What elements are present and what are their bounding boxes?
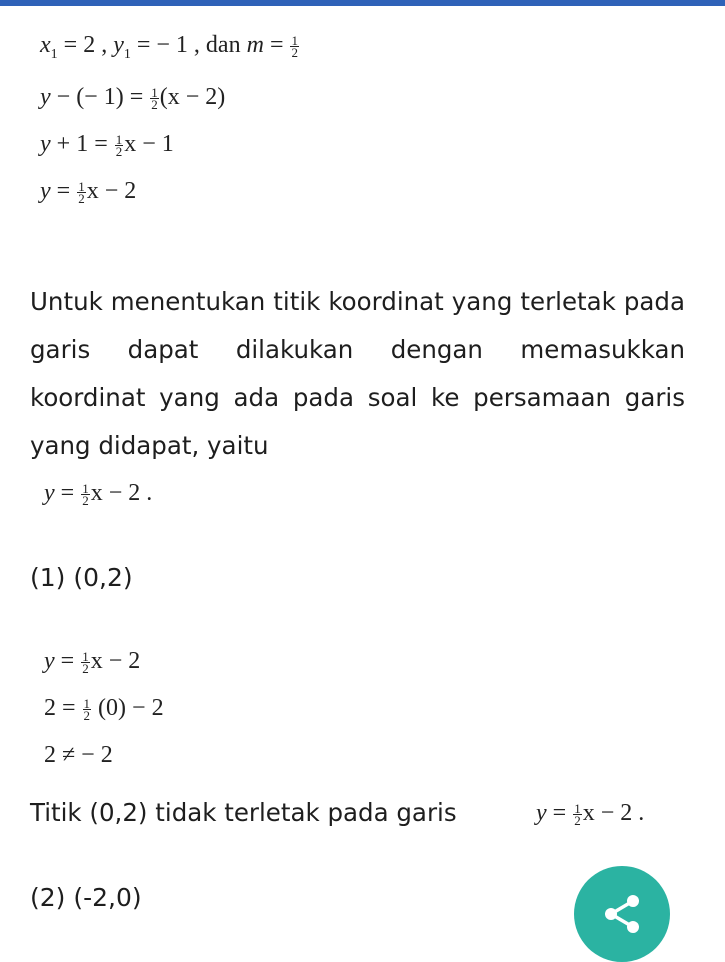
top-accent-bar: [0, 0, 725, 6]
paragraph-equation: y = $\frac{1}{2}$ x − 2 .: [44, 480, 153, 508]
case-1-equation-line-2: 2 = $\frac{1}{2}$ (0) − 2: [44, 695, 164, 723]
case-1-heading: (1) (0,2): [30, 563, 133, 592]
equation-line-4: y = $\frac{1}{2}$ x − 2: [40, 178, 137, 206]
case-1-conclusion: Titik (0,2) tidak terletak pada garis: [30, 798, 457, 827]
case-1-equation-line-1: y = $\frac{1}{2}$ x − 2: [44, 648, 141, 676]
equation-line-2: y − (− 1) = $\frac{1}{2}$ (x − 2): [40, 84, 226, 112]
share-icon: [600, 892, 644, 936]
equation-line-1: $x_1 = 2$ , $y_1$ = − 1 , dan m = $\frac{1}{2}$: [40, 32, 298, 62]
equation-line-3: y + 1 = $\frac{1}{2}$ x − 1: [40, 131, 174, 159]
case-1-equation-line-3: 2 ≠ − 2: [44, 742, 113, 768]
case-1-conclusion-equation: y = $\frac{1}{2}$ x − 2 .: [536, 800, 645, 828]
case-2-heading: (2) (-2,0): [30, 883, 142, 912]
explanation-paragraph: Untuk menentukan titik koordinat yang terletak pada garis dapat dilakukan dengan memasukkan koordinat yang ada pada soal ke persamaan garis yang didapat, yaitu: [30, 287, 685, 460]
share-button[interactable]: [574, 866, 670, 962]
